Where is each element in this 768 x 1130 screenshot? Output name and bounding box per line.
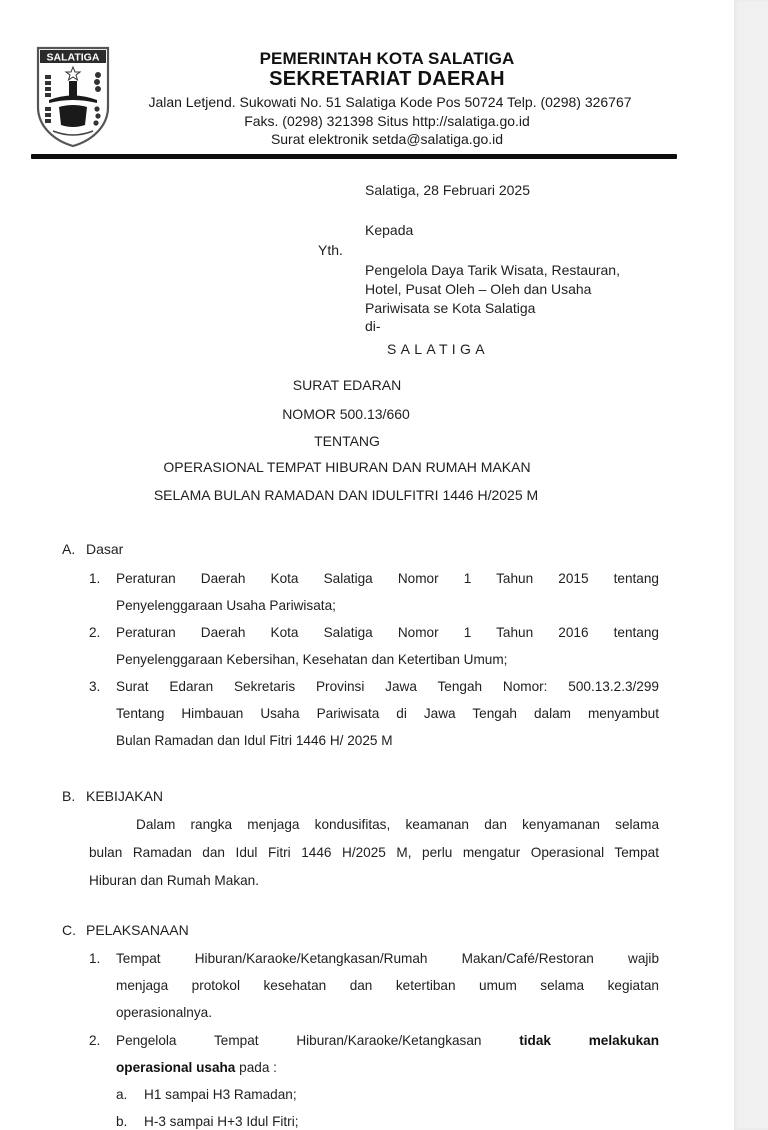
item-text-line: Surat Edaran Sekretaris Provinsi Jawa Tengah Nomor: 500.13.2.3/299 bbox=[116, 679, 659, 694]
letterhead-email: Surat elektronik setda@salatiga.go.id bbox=[270, 131, 504, 147]
item-text-line: Bulan Ramadan dan Idul Fitri 1446 H/ 2025 M bbox=[116, 733, 393, 748]
list-item bbox=[89, 673, 659, 754]
salatiga-coat-of-arms-icon bbox=[35, 45, 111, 149]
section-letter: A. bbox=[62, 541, 76, 557]
recipient-line: Pariwisata se Kota Salatiga bbox=[365, 300, 536, 316]
recipient-city: SALATIGA bbox=[387, 341, 489, 357]
item-text-line: Peraturan Daerah Kota Salatiga Nomor 1 Tahun 2015 tentang bbox=[116, 571, 659, 586]
sub-item-letter: b. bbox=[116, 1114, 128, 1129]
item-number: 2. bbox=[89, 1033, 101, 1048]
section-title: KEBIJAKAN bbox=[86, 788, 164, 804]
section-b-heading bbox=[62, 788, 163, 804]
item-text-line: Tentang Himbauan Usaha Pariwisata di Jawa Tengah dalam menyambut bbox=[116, 706, 659, 721]
paragraph-line: Dalam rangka menjaga kondusifitas, keamanan dan kenyamanan selama bbox=[136, 817, 659, 832]
letterhead-address: Jalan Letjend. Sukowati No. 51 Salatiga Kode Pos 50724 Telp. (0298) 326767 bbox=[148, 94, 632, 110]
recipient-line: di- bbox=[365, 318, 381, 334]
section-c-heading bbox=[62, 922, 189, 938]
document-type: SURAT EDARAN bbox=[292, 377, 402, 393]
item-text-plain: pada : bbox=[235, 1060, 277, 1075]
item-text-line: Penyelenggaraan Kebersihan, Kesehatan dan Ketertiban Umum; bbox=[116, 652, 508, 667]
section-title: Dasar bbox=[86, 541, 124, 557]
letterhead-government-name: PEMERINTAH KOTA SALATIGA bbox=[259, 49, 515, 68]
item-text-line: Tempat Hiburan/Karaoke/Ketangkasan/Rumah Makan/Café/Restoran wajib bbox=[116, 951, 659, 966]
item-text-line: menjaga protokol kesehatan dan ketertiban umum selama kegiatan bbox=[116, 978, 659, 993]
sub-list-item bbox=[116, 1114, 299, 1129]
item-text-line: Peraturan Daerah Kota Salatiga Nomor 1 Tahun 2016 tentang bbox=[116, 625, 659, 640]
paragraph-line: Hiburan dan Rumah Makan. bbox=[89, 873, 260, 888]
letterhead-office-name: SEKRETARIAT DAERAH bbox=[269, 68, 505, 90]
list-item bbox=[89, 619, 659, 673]
section-a-heading bbox=[62, 541, 123, 557]
item-text-line bbox=[116, 1027, 659, 1054]
about-label: TENTANG bbox=[314, 433, 380, 449]
recipient-line: Hotel, Pusat Oleh – Oleh dan Usaha bbox=[365, 281, 592, 297]
item-number: 3. bbox=[89, 679, 101, 694]
section-letter: C. bbox=[62, 922, 76, 938]
list-item bbox=[89, 565, 659, 619]
item-text-plain: Pengelola Tempat Hiburan/Karaoke/Ketangkasan bbox=[116, 1033, 482, 1048]
item-text-bold: tidak melakukan bbox=[519, 1033, 659, 1048]
section-letter: B. bbox=[62, 788, 76, 804]
item-number: 1. bbox=[89, 951, 101, 966]
item-text-line: operasionalnya. bbox=[116, 1005, 212, 1020]
document-subject: OPERASIONAL TEMPAT HIBURAN DAN RUMAH MAKAN bbox=[163, 459, 531, 475]
sub-list-item bbox=[116, 1087, 297, 1102]
logo-label: SALATIGA bbox=[46, 51, 100, 64]
policy-paragraph bbox=[89, 811, 659, 895]
item-text-line bbox=[116, 1054, 659, 1081]
sub-item-text: H-3 sampai H+3 Idul Fitri; bbox=[144, 1114, 299, 1129]
sub-item-text: H1 sampai H3 Ramadan; bbox=[144, 1087, 297, 1102]
item-text-bold: operasional usaha bbox=[116, 1060, 236, 1075]
to-label: Kepada bbox=[365, 222, 414, 238]
item-text-line: Penyelenggaraan Usaha Pariwisata; bbox=[116, 598, 336, 613]
letter-date: Salatiga, 28 Februari 2025 bbox=[365, 182, 530, 198]
paragraph-line: bulan Ramadan dan Idul Fitri 1446 H/2025 M, perlu mengatur Operasional Tempat bbox=[89, 845, 659, 860]
list-item bbox=[89, 945, 659, 1026]
recipient-line: Pengelola Daya Tarik Wisata, Restauran, bbox=[365, 262, 620, 278]
honorific-label: Yth. bbox=[318, 242, 343, 258]
viewer-side-margin bbox=[734, 0, 768, 1130]
item-number: 1. bbox=[89, 571, 101, 586]
letterhead-divider bbox=[31, 154, 677, 159]
item-number: 2. bbox=[89, 625, 101, 640]
list-item bbox=[89, 1027, 659, 1081]
letterhead-fax-website: Faks. (0298) 321398 Situs http://salatiga.go.id bbox=[244, 113, 530, 129]
sub-item-letter: a. bbox=[116, 1087, 128, 1102]
document-number: NOMOR 500.13/660 bbox=[282, 406, 410, 422]
document-subject: SELAMA BULAN RAMADAN DAN IDULFITRI 1446 H/2025 M bbox=[153, 487, 539, 503]
section-title: PELAKSANAAN bbox=[86, 922, 189, 938]
